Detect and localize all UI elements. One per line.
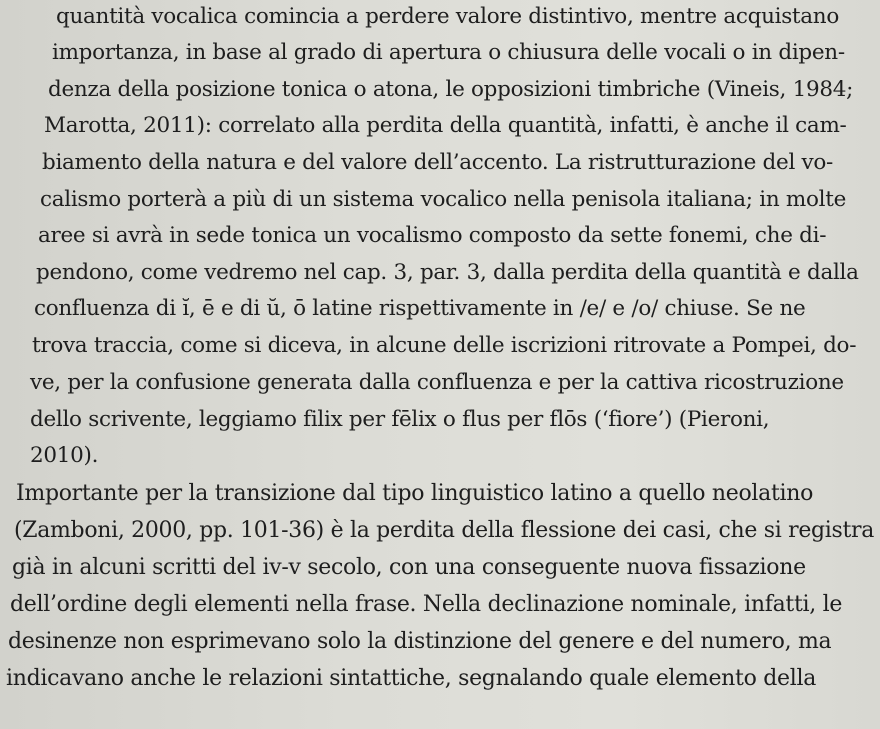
text-line bbox=[0, 585, 880, 621]
text-line-content: quantità vocalica comincia a perdere valore distintivo, mentre acquistano bbox=[56, 4, 839, 29]
text-line bbox=[0, 436, 880, 472]
text-line bbox=[0, 511, 880, 547]
text-line-content: confluenza di ĭ, ē e di ŭ, ō latine rispettivamente in /e/ e /o/ chiuse. Se ne bbox=[34, 296, 806, 321]
text-line-content: aree si avrà in sede tonica un vocalismo composto da sette fonemi, che di- bbox=[38, 223, 827, 248]
text-line bbox=[0, 143, 880, 179]
text-line-content: denza della posizione tonica o atona, le opposizioni timbriche (Vineis, 1984; bbox=[48, 77, 854, 102]
text-line bbox=[0, 659, 880, 695]
text-line-content: indicavano anche le relazioni sintattiche, segnalando quale elemento della bbox=[6, 666, 817, 691]
text-line bbox=[0, 253, 880, 289]
text-line-content: dell’ordine degli elementi nella frase. Nella declinazione nominale, infatti, le bbox=[10, 592, 843, 617]
text-line bbox=[0, 216, 880, 252]
text-line-content: dello scrivente, leggiamo filix per fēlix o flus per flōs (‘fiore’) (Pieroni, bbox=[30, 407, 770, 432]
text-line-content: Importante per la transizione dal tipo linguistico latino a quello neolatino bbox=[16, 481, 814, 506]
text-line bbox=[0, 70, 880, 106]
text-line bbox=[0, 363, 880, 399]
text-line bbox=[0, 106, 880, 142]
text-line bbox=[0, 474, 880, 510]
text-line-content: desinenze non esprimevano solo la distinzione del genere e del numero, ma bbox=[8, 629, 832, 654]
text-line-content: calismo porterà a più di un sistema vocalico nella penisola italiana; in molte bbox=[40, 187, 846, 212]
text-line-content: biamento della natura e del valore dell’accento. La ristrutturazione del vo- bbox=[42, 150, 834, 175]
text-line-content: pendono, come vedremo nel cap. 3, par. 3, dalla perdita della quantità e dalla bbox=[36, 260, 859, 285]
text-line-content: trova traccia, come si diceva, in alcune delle iscrizioni ritrovate a Pompei, do- bbox=[32, 333, 857, 358]
text-line-content: Marotta, 2011): correlato alla perdita della quantità, infatti, è anche il cam- bbox=[44, 113, 847, 138]
text-line bbox=[0, 326, 880, 362]
text-line-content: già in alcuni scritti del iv-v secolo, con una conseguente nuova fissazione bbox=[12, 555, 806, 580]
text-line bbox=[0, 180, 880, 216]
text-line-content: (Zamboni, 2000, pp. 101-36) è la perdita della flessione dei casi, che si registra bbox=[14, 518, 875, 543]
text-line-content: ve, per la confusione generata dalla confluenza e per la cattiva ricostruzione bbox=[30, 370, 844, 395]
text-line bbox=[0, 548, 880, 584]
text-line-content: 2010). bbox=[30, 443, 99, 468]
text-line bbox=[0, 400, 880, 436]
text-line-content: importanza, in base al grado di apertura o chiusura delle vocali o in dipen- bbox=[52, 40, 845, 65]
text-line bbox=[0, 33, 880, 69]
text-line bbox=[0, 622, 880, 658]
text-line bbox=[0, 289, 880, 325]
text-line bbox=[0, 0, 880, 33]
